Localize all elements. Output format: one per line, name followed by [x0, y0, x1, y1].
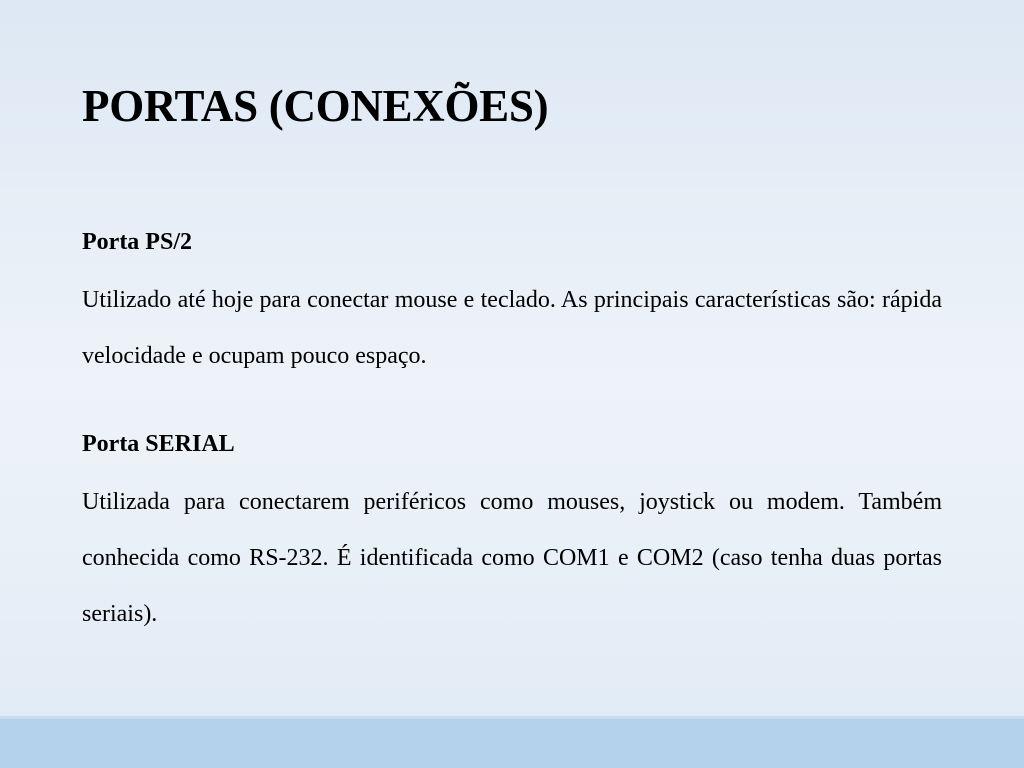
section-spacer — [82, 384, 942, 424]
footer-band — [0, 716, 1024, 768]
section-body-serial: Utilizada para conectarem periféricos como mouses, joystick ou modem. Também conhecida como RS-232. É identificada como COM1 e COM2 (caso tenha duas portas seriais). — [82, 489, 942, 627]
slide-content — [82, 222, 942, 642]
slide-title: PORTAS (CONEXÕES) — [82, 81, 549, 131]
section-ps2 — [82, 222, 942, 384]
section-body-ps2: Utilizado até hoje para conectar mouse e teclado. As principais características são: rápida velocidade e ocupam pouco espaço. — [82, 287, 942, 369]
section-serial — [82, 424, 942, 642]
section-heading-ps2: Porta PS/2 — [82, 229, 192, 255]
section-heading-serial: Porta SERIAL — [82, 431, 235, 457]
